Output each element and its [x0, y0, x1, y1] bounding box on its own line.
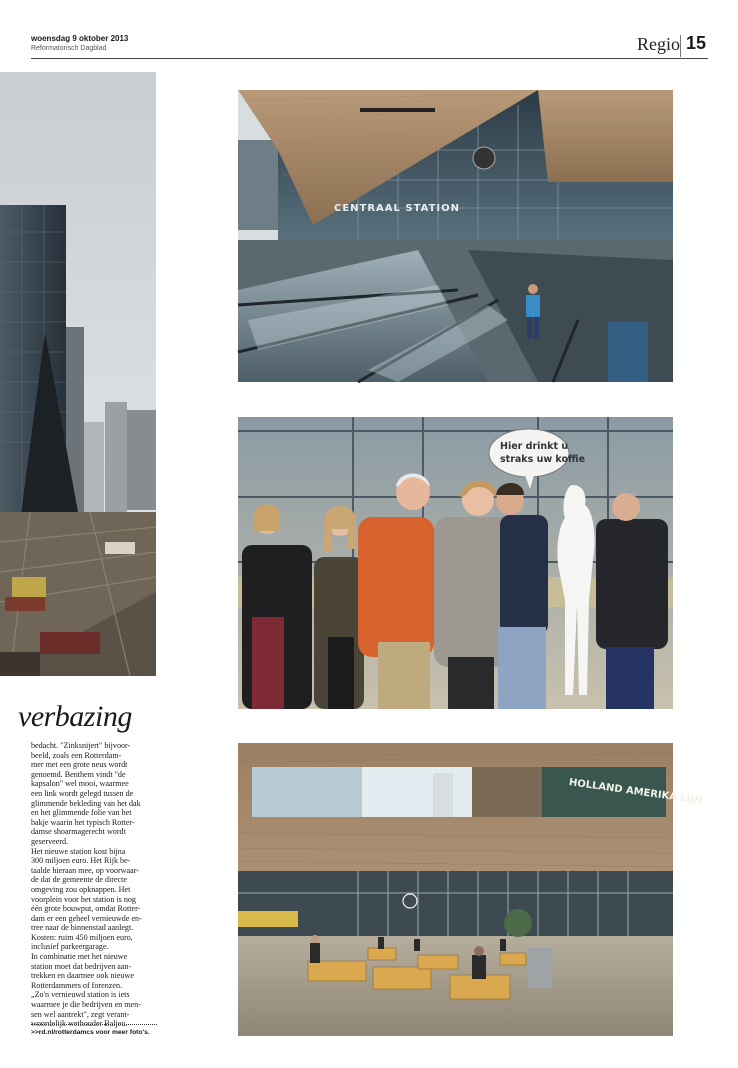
- article-line: damse shoarmagerecht wordt: [31, 827, 126, 837]
- article-line: Rotterdammers of forenzen.: [31, 980, 123, 990]
- photo-station-hall: [238, 743, 704, 1036]
- article-line: sen wel aantrekt", zegt verant-: [31, 1009, 130, 1019]
- article-line: kapsalon" wel mooi, waarmee: [31, 779, 129, 789]
- article-line: woordelijk wethouder Baljeu.: [31, 1019, 128, 1029]
- speech-bubble-line-1: Hier drinkt u: [500, 441, 569, 452]
- article-line: mer met een grote neus wordt: [31, 760, 128, 770]
- article-line: omgeving zou opknappen. Het: [31, 884, 131, 894]
- article-line: dam er een geheel vernieuwde en-: [31, 913, 142, 923]
- article-line: bedacht. "Zinksnijert" bijvoor-: [31, 741, 131, 750]
- article-line: geserveerd.: [31, 836, 69, 846]
- page-number: 15: [686, 33, 707, 53]
- more-photos-link[interactable]: >>rd.nl/rotterdamcs voor meer foto's.: [31, 1029, 150, 1036]
- article-line: bakje waarin het typisch Rotter-: [31, 817, 135, 827]
- footer-divider: [31, 1024, 157, 1025]
- article-line: glimmende bekleding van het dak: [31, 798, 141, 808]
- speech-bubble-line-2: straks uw koffie: [500, 454, 586, 465]
- photo-people-facade: [238, 417, 673, 709]
- article-line: een link wordt gelegd tussen de: [31, 788, 134, 798]
- article-line: en het glimmende folie van het: [31, 808, 132, 818]
- photo-tower-construction: [0, 72, 156, 676]
- article-line: één grote bouwput, omdat Rotter-: [31, 904, 141, 914]
- article-line: beeld, zoals een Rotterdam-: [31, 750, 122, 760]
- article-line: voorplein voor het station is nog: [31, 894, 136, 904]
- photo-station-entrance: [238, 90, 673, 382]
- article-line: taalde hieraan mee, op voorwaar-: [31, 865, 139, 875]
- header-rule: [31, 58, 708, 59]
- article-body: [31, 741, 159, 1029]
- article-line: Kosten: ruim 450 miljoen euro,: [31, 932, 133, 942]
- article-line: waarmee je die bedrijven en men-: [31, 1000, 141, 1010]
- article-line: 300 miljoen euro. Het Rijk be-: [31, 856, 131, 866]
- article-line: Het nieuwe station kost bijna: [31, 846, 126, 856]
- newspaper-name: Reformatorisch Dagblad: [31, 45, 107, 52]
- issue-date: woensdag 9 oktober 2013: [31, 34, 129, 43]
- article-kicker: verbazing: [18, 700, 132, 733]
- article-line: de dat de gemeente de directe: [31, 875, 127, 885]
- article-line: In combinatie met het nieuwe: [31, 952, 128, 962]
- station-sign: CENTRAAL STATION: [334, 203, 461, 214]
- article-line: tree naar de binnenstad aanlegt.: [31, 923, 134, 933]
- article-line: station moet dat bedrijven aan-: [31, 961, 132, 971]
- article-line: trekken en daarmee ook nieuwe: [31, 971, 134, 981]
- article-line: inclusief parkeergarage.: [31, 942, 109, 952]
- article-line: genoemd. Benthem vindt "de: [31, 769, 126, 779]
- header-separator: [680, 35, 681, 57]
- banner-text: HOLLAND AMERIKA LIJN: [568, 777, 704, 807]
- article-line: „Zo'n vernieuwd station is iets: [31, 990, 130, 1000]
- section-title: Regio: [637, 34, 680, 54]
